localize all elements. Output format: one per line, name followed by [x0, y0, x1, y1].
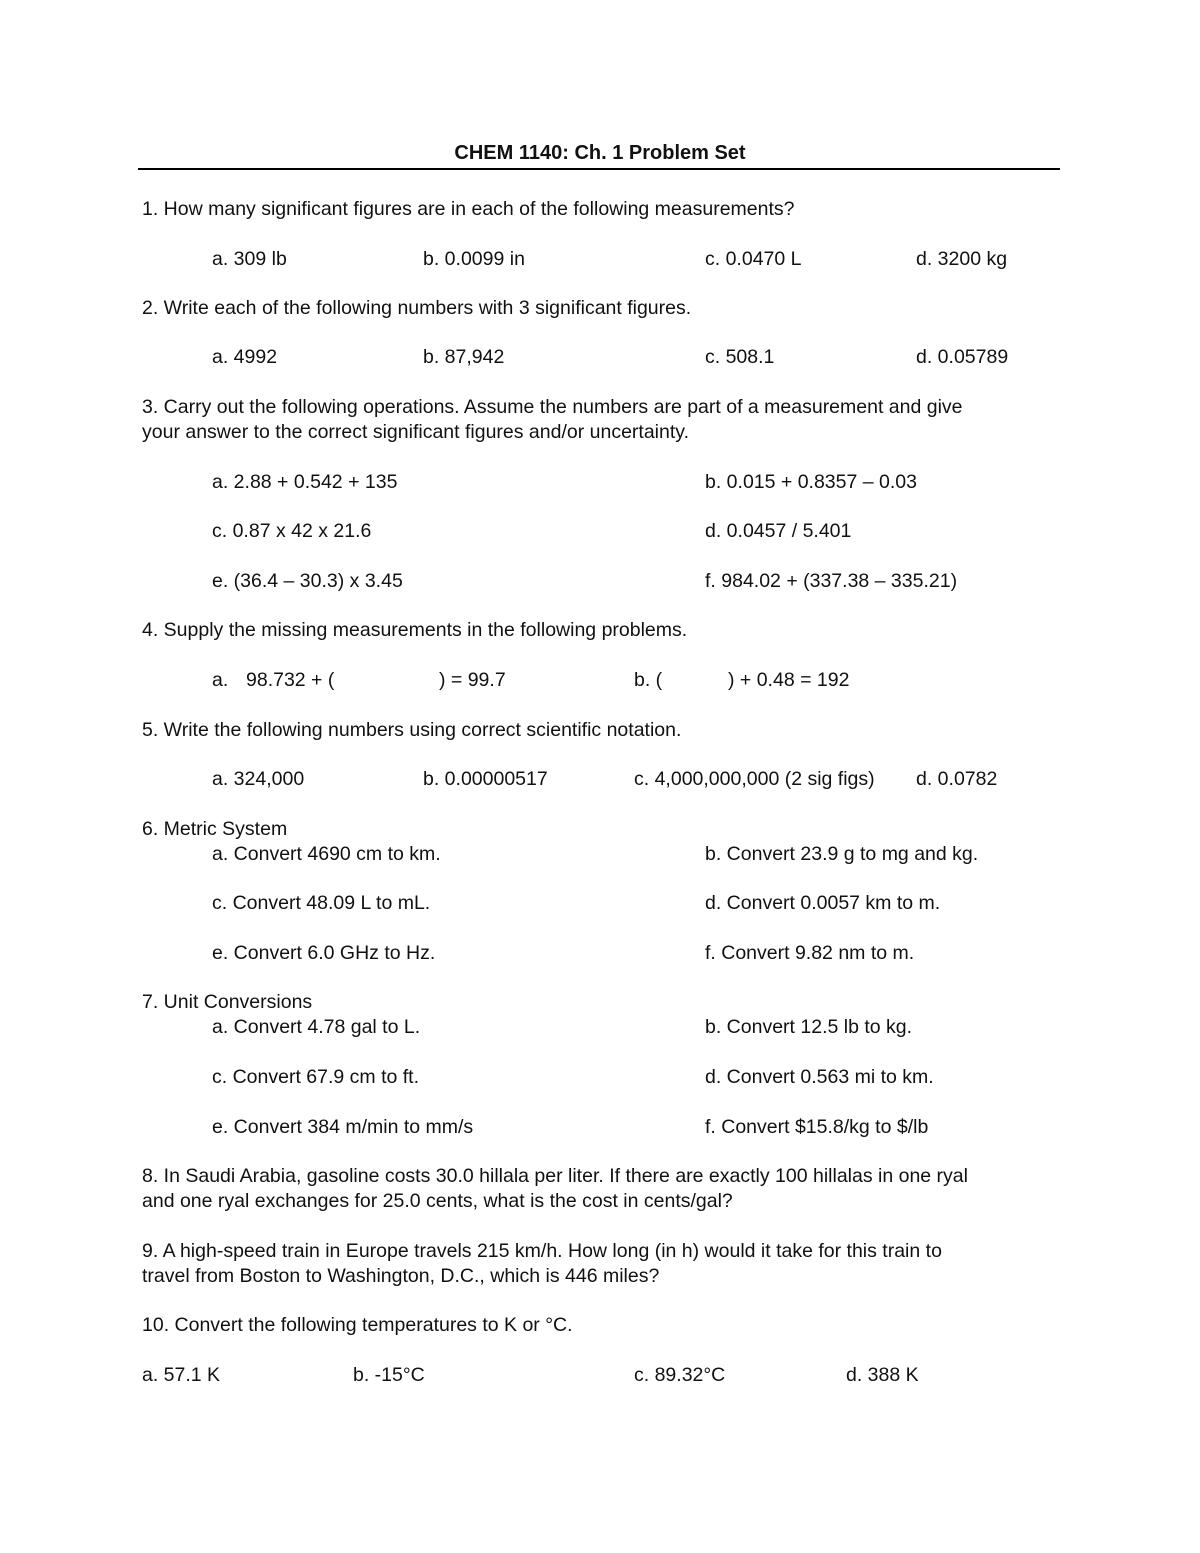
question-7-item-c: c. Convert 67.9 cm to ft. [212, 1066, 419, 1088]
question-1-item-a: a. 309 lb [212, 248, 287, 270]
question-4-item-b-right: ) + 0.48 = 192 [728, 669, 850, 691]
question-8-line-2: and one ryal exchanges for 25.0 cents, what is the cost in cents/gal? [142, 1190, 733, 1212]
question-2-prompt: 2. Write each of the following numbers with 3 significant figures. [142, 297, 692, 319]
question-3-item-b: b. 0.015 + 0.8357 – 0.03 [705, 471, 917, 493]
question-5-item-a: a. 324,000 [212, 768, 305, 790]
question-6-item-b: b. Convert 23.9 g to mg and kg. [705, 843, 979, 865]
question-7-item-a: a. Convert 4.78 gal to L. [212, 1016, 421, 1038]
question-6-item-a: a. Convert 4690 cm to km. [212, 843, 441, 865]
question-3-item-d: d. 0.0457 / 5.401 [705, 520, 852, 542]
question-9-line-1: 9. A high-speed train in Europe travels 215 km/h. How long (in h) would it take for this train to [142, 1240, 942, 1262]
question-6-item-d: d. Convert 0.0057 km to m. [705, 892, 941, 914]
question-9-line-2: travel from Boston to Washington, D.C., which is 446 miles? [142, 1265, 660, 1287]
question-5-prompt: 5. Write the following numbers using correct scientific notation. [142, 719, 682, 741]
question-10-item-a: a. 57.1 K [142, 1364, 221, 1386]
question-6-item-c: c. Convert 48.09 L to mL. [212, 892, 431, 914]
question-1-item-b: b. 0.0099 in [423, 248, 525, 270]
question-4-item-a-right: ) = 99.7 [439, 669, 506, 691]
question-4-prompt: 4. Supply the missing measurements in the following problems. [142, 619, 688, 641]
question-6-item-f: f. Convert 9.82 nm to m. [705, 942, 915, 964]
question-3-item-a: a. 2.88 + 0.542 + 135 [212, 471, 398, 493]
question-2-item-d: d. 0.05789 [916, 346, 1009, 368]
question-3-item-e: e. (36.4 – 30.3) x 3.45 [212, 570, 403, 592]
title-divider [138, 168, 1060, 170]
question-10-item-b: b. -15°C [353, 1364, 425, 1386]
question-1-item-d: d. 3200 kg [916, 248, 1008, 270]
question-10-item-d: d. 388 K [846, 1364, 919, 1386]
page-title: CHEM 1140: Ch. 1 Problem Set [454, 142, 746, 164]
question-1-prompt: 1. How many significant figures are in each of the following measurements? [142, 198, 795, 220]
question-1-item-c: c. 0.0470 L [705, 248, 802, 270]
question-7-item-d: d. Convert 0.563 mi to km. [705, 1066, 934, 1088]
question-5-item-c: c. 4,000,000,000 (2 sig figs) [634, 768, 875, 790]
question-3-item-c: c. 0.87 x 42 x 21.6 [212, 520, 372, 542]
question-2-item-b: b. 87,942 [423, 346, 505, 368]
question-2-item-c: c. 508.1 [705, 346, 775, 368]
question-3-prompt-line-2: your answer to the correct significant figures and/or uncertainty. [142, 421, 689, 443]
question-2-item-a: a. 4992 [212, 346, 278, 368]
question-6-item-e: e. Convert 6.0 GHz to Hz. [212, 942, 436, 964]
question-5-item-d: d. 0.0782 [916, 768, 998, 790]
question-6-prompt: 6. Metric System [142, 818, 288, 840]
question-4-item-b-label: b. ( [634, 669, 663, 691]
question-8-line-1: 8. In Saudi Arabia, gasoline costs 30.0 hillala per liter. If there are exactly 100 hillalas in one ryal [142, 1165, 968, 1187]
question-4-item-a-label: a. [212, 669, 229, 691]
question-3-item-f: f. 984.02 + (337.38 – 335.21) [705, 570, 958, 592]
question-7-item-f: f. Convert $15.8/kg to $/lb [705, 1116, 929, 1138]
question-3-prompt-line-1: 3. Carry out the following operations. Assume the numbers are part of a measurement and give [142, 396, 963, 418]
question-4-item-a-left: 98.732 + ( [246, 669, 335, 691]
question-5-item-b: b. 0.00000517 [423, 768, 548, 790]
question-7-item-b: b. Convert 12.5 lb to kg. [705, 1016, 913, 1038]
question-7-item-e: e. Convert 384 m/min to mm/s [212, 1116, 474, 1138]
question-10-item-c: c. 89.32°C [634, 1364, 726, 1386]
question-7-prompt: 7. Unit Conversions [142, 991, 313, 1013]
question-10-prompt: 10. Convert the following temperatures to K or °C. [142, 1314, 573, 1336]
